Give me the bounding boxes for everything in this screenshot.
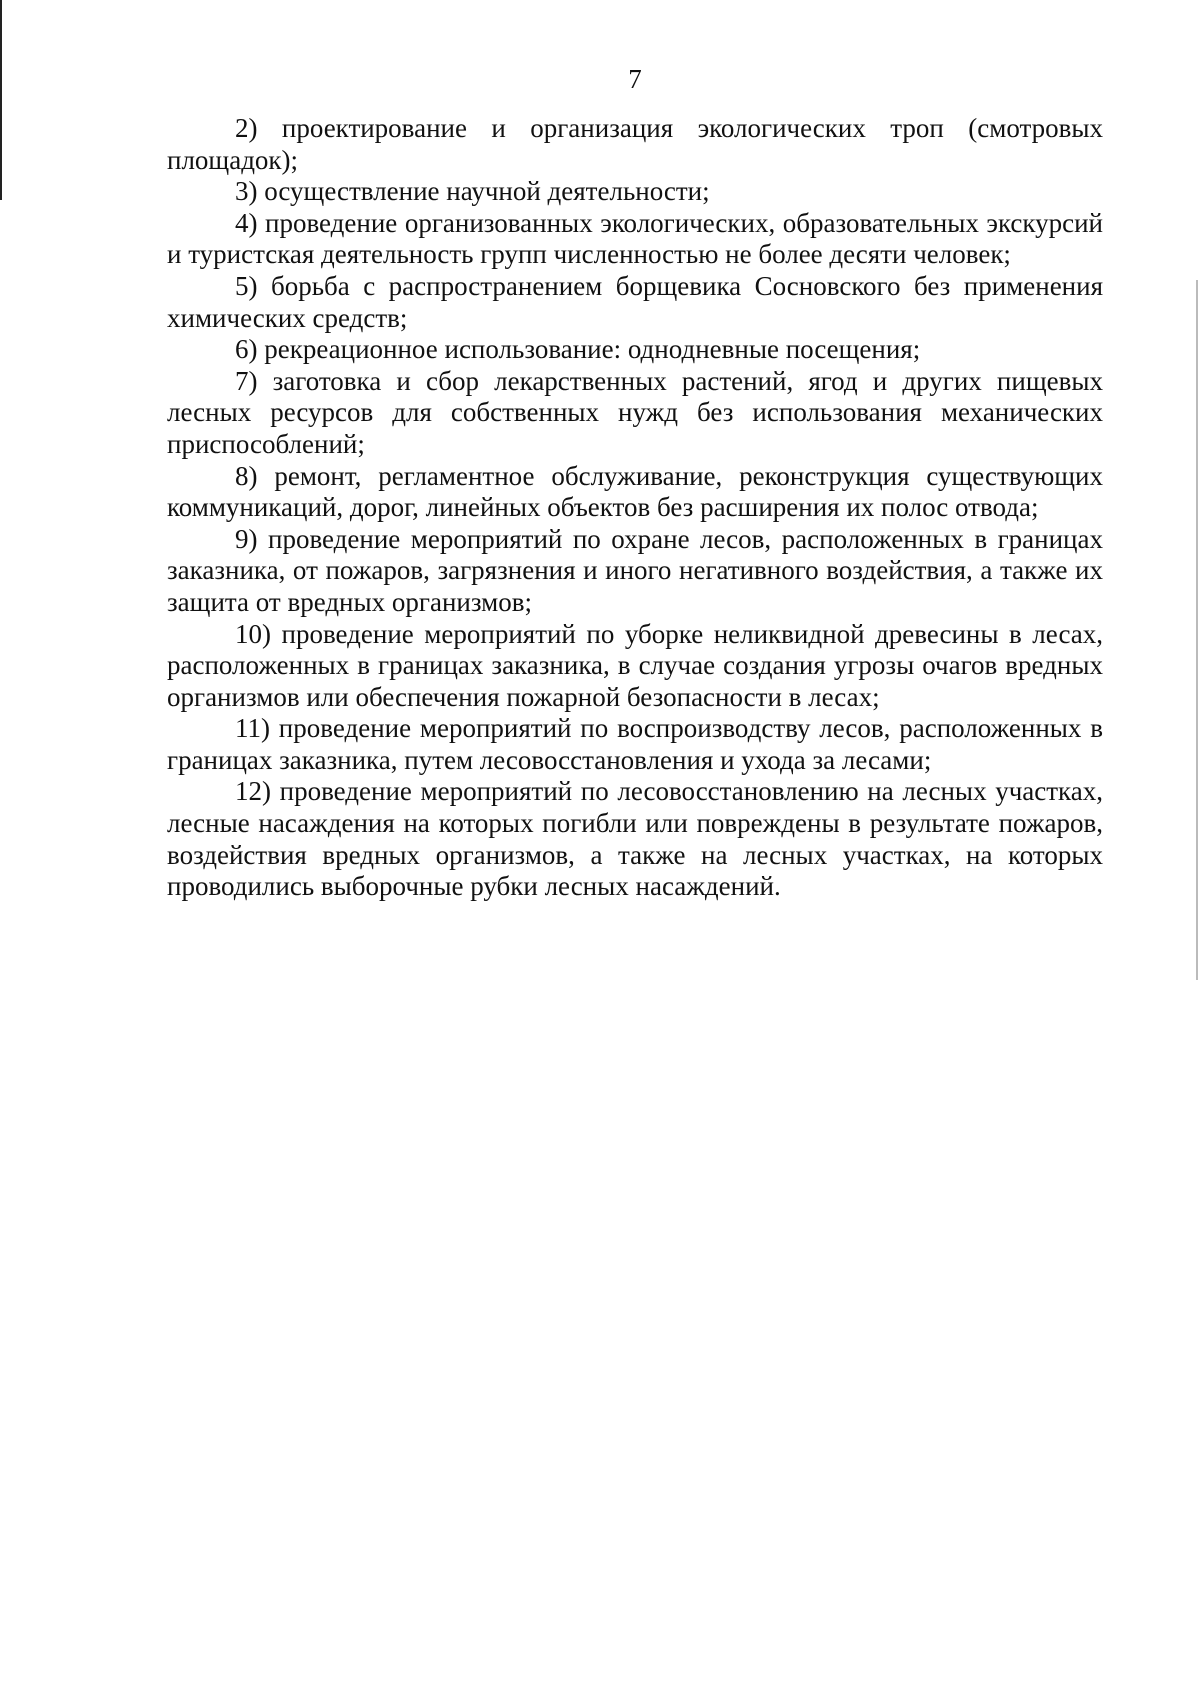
list-item: 8) ремонт, регламентное обслуживание, реконструкция существующих коммуникаций, дорог, линейных объектов без расширения их полос отвода; bbox=[167, 460, 1103, 523]
list-item: 6) рекреационное использование: однодневные посещения; bbox=[235, 334, 921, 365]
list-item: 3) осуществление научной деятельности; bbox=[235, 176, 710, 207]
scan-edge-left bbox=[0, 0, 2, 200]
list-body bbox=[167, 113, 1103, 903]
list-item: 11) проведение мероприятий по воспроизводству лесов, расположенных в границах заказника, путем лесовосстановления и ухода за лесами; bbox=[167, 713, 1103, 775]
list-item: 2) проектирование и организация экологических троп (смотровых площадок); bbox=[167, 113, 1103, 175]
scan-edge-right bbox=[1196, 280, 1198, 980]
list-item: 10) проведение мероприятий по уборке неликвидной древесины в лесах, расположенных в границах заказника, в случае создания угрозы очагов вредных организмов или обеспечения пожарной безопасности в лесах; bbox=[167, 618, 1103, 712]
list-item: 4) проведение организованных экологических, образовательных экскурсий и туристская деятельность групп численностью не более десяти человек; bbox=[167, 207, 1103, 270]
list-item: 12) проведение мероприятий по лесовосстановлению на лесных участках, лесные насаждения на которых погибли или повреждены в результате пожаров, воздействия вредных организмов, а также на лесных участках, на которых проводились выборочные рубки лесных насаждений. bbox=[167, 776, 1103, 902]
list-item: 7) заготовка и сбор лекарственных растений, ягод и других пищевых лесных ресурсов для собственных нужд без использования механических приспособлений; bbox=[167, 365, 1103, 459]
list-item: 9) проведение мероприятий по охране лесов, расположенных в границах заказника, от пожаров, загрязнения и иного негативного воздействия, а также их защита от вредных организмов; bbox=[167, 523, 1103, 617]
page-number: 7 bbox=[628, 64, 642, 94]
list-item: 5) борьба с распространением борщевика Сосновского без применения химических средств; bbox=[167, 270, 1103, 333]
